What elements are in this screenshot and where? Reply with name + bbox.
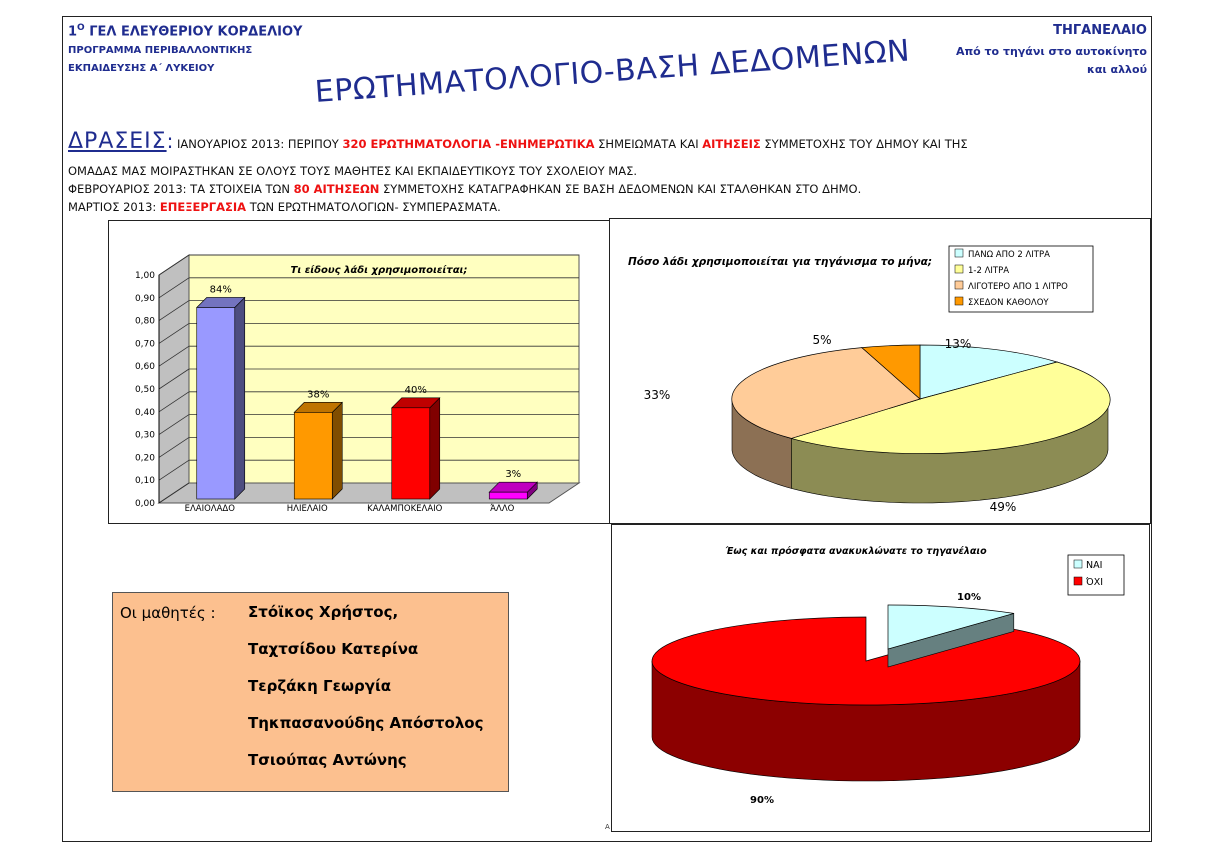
student-name: Τσιούπας Αντώνης — [248, 751, 407, 769]
y-tick-label: 1,00 — [134, 271, 155, 281]
bar-data-label: 84% — [209, 284, 232, 296]
legend-swatch — [955, 281, 963, 289]
bar — [489, 492, 527, 499]
project-name: ΤΗΓΑΝΕΛΑΙΟ — [1053, 23, 1147, 38]
students-label: Οι μαθητές : — [120, 604, 216, 622]
pie-main-group — [652, 617, 1080, 781]
bar — [197, 307, 235, 499]
pie-data-label: 49% — [989, 500, 1017, 514]
bar-chart-panel — [108, 220, 610, 524]
students-box — [112, 592, 509, 792]
bar-data-label: 38% — [307, 389, 330, 401]
bar — [392, 408, 430, 499]
y-tick-label: 0,40 — [134, 407, 155, 418]
x-tick-label: ΗΛΙΕΛΑΙΟ — [286, 504, 328, 514]
school-name: $1^O$ ΓΕΛ ΕΛΕΥΘΕΡΙΟΥ ΚΟΡΔΕΛΙΟΥ — [68, 23, 303, 40]
monthly-oil-pie-chart — [610, 219, 1150, 523]
project-subtitle-1: Από το τηγάνι στο αυτοκίνητο — [955, 45, 1147, 58]
recycling-pie-chart — [612, 525, 1149, 831]
y-tick-label: 0,80 — [134, 316, 155, 327]
chart-title: Πόσο λάδι χρησιμοποιείται για τηγάνισμα το μήνα; — [628, 256, 933, 268]
y-tick-label: 0,90 — [134, 293, 155, 304]
legend-label: ΛΙΓΟΤΕΡΟ ΑΠΟ 1 ΛΙΤΡΟ — [968, 282, 1068, 292]
bar-side — [235, 297, 245, 499]
student-name: Τερζάκη Γεωργία — [248, 677, 392, 695]
poster-page — [62, 16, 1152, 842]
bar-side — [430, 398, 440, 499]
actions-heading: ΔΡΑΣΕΙΣ — [68, 129, 167, 154]
program-line-2: ΕΚΠΑΙΔΕΥΣΗΣ Α΄ ΛΥΚΕΙΟΥ — [68, 63, 215, 74]
pie-data-label: 10% — [957, 592, 981, 603]
student-name: Στόϊκος Χρήστος, — [248, 603, 399, 621]
y-tick-label: 0,10 — [134, 476, 155, 487]
student-name: Ταχτσίδου Κατερίνα — [248, 640, 419, 658]
student-name: Τηκπασανούδης Απόστολος — [248, 714, 484, 732]
pie-slice — [652, 617, 1080, 705]
program-line-1: ΠΡΟΓΡΑΜΜΑ ΠΕΡΙΒΑΛΛΟΝΤΙΚΗΣ — [68, 45, 253, 56]
pie-chart-1-panel — [609, 218, 1151, 524]
legend-label: ΣΧΕΔΟΝ ΚΑΘΟΛΟΥ — [968, 298, 1049, 308]
actions-line-2: ΟΜΑΔΑΣ ΜΑΣ ΜΟΙΡΑΣΤΗΚΑΝ ΣΕ ΟΛΟΥΣ ΤΟΥΣ ΜΑΘΗΤΕΣ ΚΑΙ ΕΚΠΑΙΔΕΥΤΙΚΟΥΣ ΤΟΥ ΣΧΟΛΕΙΟΥ ΜΑΣ. — [68, 164, 638, 178]
pie-data-label: 90% — [750, 795, 774, 806]
chart-title: Τι είδους λάδι χρησιμοποιείται; — [290, 265, 468, 276]
y-tick-label: 0,70 — [134, 339, 155, 350]
legend-label: ΠΑΝΩ ΑΠΟ 2 ΛΙΤΡΑ — [968, 250, 1050, 260]
oil-type-bar-chart — [109, 221, 609, 523]
y-tick-label: 0,00 — [134, 499, 155, 509]
actions-line-1: ΔΡΑΣΕΙΣ: ΙΑΝΟΥΑΡΙΟΣ 2013: ΠΕΡΙΠΟΥ 320 ΕΡΩΤΗΜΑΤΟΛΟΓΙΑ -ΕΝΗΜΕΡΩΤΙΚΑ ΣΗΜΕΙΩΜΑΤΑ ΚΑΙ ΑΙΤΗΣΕΙΣ ΣΥΜΜΕΤΟΧΗΣ ΤΟΥ ΔΗΜΟΥ ΚΑΙ ΤΗΣ — [68, 129, 968, 154]
project-subtitle-2: και αλλού — [1087, 63, 1147, 76]
bar-side — [332, 402, 342, 499]
legend-label: 1-2 ΛΙΤΡΑ — [968, 266, 1010, 276]
x-tick-label: ΆΛΛΟ — [490, 504, 515, 514]
footnote-mark: Α — [605, 823, 610, 831]
legend-swatch — [955, 265, 963, 273]
legend-swatch — [955, 297, 963, 305]
pie-data-label: 33% — [643, 388, 671, 402]
legend-swatch — [955, 249, 963, 257]
bar-data-label: 40% — [404, 384, 427, 396]
y-tick-label: 0,60 — [134, 362, 155, 373]
legend-swatch — [1074, 577, 1082, 585]
x-tick-label: ΕΛΑΙΟΛΑΔΟ — [184, 504, 235, 514]
y-tick-label: 0,50 — [134, 385, 155, 395]
legend-label: ΝΑΙ — [1086, 560, 1103, 571]
pie-data-label: 5% — [812, 333, 832, 347]
actions-line-4: ΜΑΡΤΙΟΣ 2013: ΕΠΕΞΕΡΓΑΣΙΑ ΤΩΝ ΕΡΩΤΗΜΑΤΟΛΟΓΙΩΝ- ΣΥΜΠΕΡΑΣΜΑΤΑ. — [68, 200, 501, 214]
y-tick-label: 0,30 — [134, 430, 155, 441]
legend-swatch — [1074, 560, 1082, 568]
legend-label: ΌΧΙ — [1086, 577, 1104, 588]
pie-chart-2-panel — [611, 524, 1150, 832]
y-tick-label: 0,20 — [134, 453, 155, 464]
bar-data-label: 3% — [505, 469, 522, 481]
actions-line-3: ΦΕΒΡΟΥΑΡΙΟΣ 2013: ΤΑ ΣΤΟΙΧΕΙΑ ΤΩΝ 80 ΑΙΤΗΣΕΩΝ ΣΥΜΜΕΤΟΧΗΣ ΚΑΤΑΓΡΑΦΗΚΑΝ ΣΕ ΒΑΣΗ ΔΕΔΟΜΕΝΩΝ ΚΑΙ ΣΤΑΛΘΗΚΑΝ ΣΤΟ ΔΗΜΟ. — [68, 182, 862, 196]
x-tick-label: ΚΑΛΑΜΠΟΚΕΛΑΙΟ — [367, 504, 443, 514]
chart-title: Έως και πρόσφατα ανακυκλώνατε το τηγανέλαιο — [725, 546, 987, 557]
pie-data-label: 13% — [944, 337, 972, 351]
main-title: ΕΡΩΤΗΜΑΤΟΛΟΓΙΟ-ΒΑΣΗ ΔΕΔΟΜΕΝΩΝ — [313, 33, 912, 110]
bar — [294, 412, 332, 499]
